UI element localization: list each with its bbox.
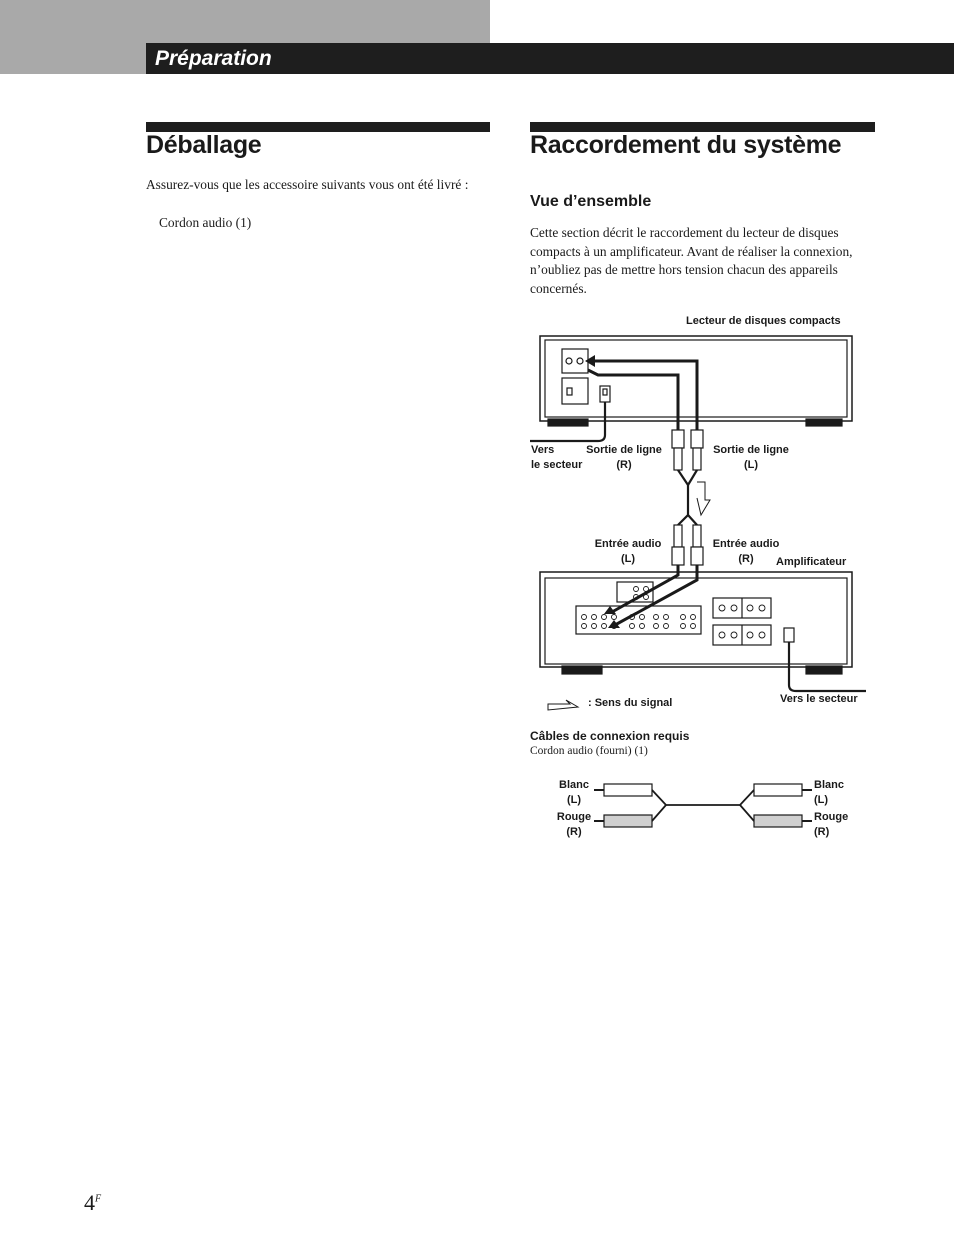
right-red-label: Rouge (R) (814, 811, 849, 838)
connection-paragraph: Cette section décrit le raccordement du lecteur de disques compacts à un amplificateur. Avant de réaliser la connexion, n’oubliez pas de mettre hors tension chacun des appareils concernés. (530, 225, 853, 296)
connection-subtitle: Vue d’ensemble (530, 193, 652, 210)
page-number-value: 4 (84, 1190, 95, 1215)
left-white-label: Blanc (L) (559, 779, 589, 806)
unpacking-title: Déballage (146, 131, 262, 159)
cables-title: Câbles de connexion requis (530, 729, 690, 743)
cables-item: Cordon audio (fourni) (1) (530, 745, 648, 757)
unpacking-item: Cordon audio (1) (159, 215, 252, 230)
line-out-r-label: Sortie de ligne (R) (586, 444, 662, 471)
cable-illustration (594, 784, 812, 827)
line-out-l-label: Sortie de ligne (L) (713, 444, 789, 471)
to-mains-label-2: Vers le secteur (780, 693, 858, 705)
page-number-suffix: F (95, 1193, 102, 1205)
page-number (84, 1190, 101, 1216)
right-white-label: Blanc (L) (814, 779, 844, 806)
audio-in-l-label: Entrée audio (L) (594, 538, 662, 565)
amplifier-drawing (540, 572, 852, 674)
top-plugs (672, 430, 703, 470)
amplifier-label: Amplificateur (776, 556, 847, 568)
section-title: Préparation (155, 47, 272, 70)
left-red-label: Rouge (R) (556, 811, 592, 838)
signal-direction-label: : Sens du signal (588, 697, 673, 709)
cd-player-label: Lecteur de disques compacts (686, 315, 841, 327)
to-mains-label-1: Vers le secteur (531, 444, 583, 471)
bottom-plugs (672, 525, 703, 565)
unpacking-intro: Assurez-vous que les accessoire suivants vous ont été livré : (146, 177, 469, 192)
audio-in-r-label: Entrée audio (R) (712, 538, 780, 565)
connection-title: Raccordement du système (530, 131, 842, 159)
